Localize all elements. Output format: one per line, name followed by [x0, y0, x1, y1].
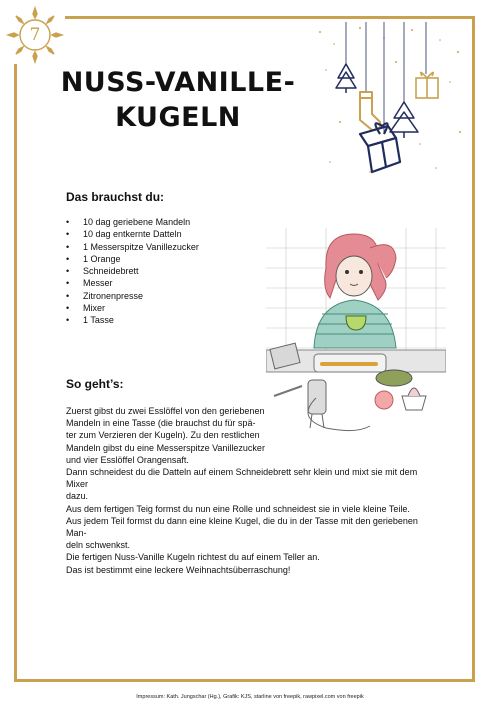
day-badge — [5, 4, 65, 64]
ingredients-heading: Das brauchst du: — [66, 190, 165, 204]
instruction-line: Die fertigen Nuss-Vanille Kugeln richtest du auf einem Teller an. — [66, 552, 320, 563]
ingredients-list — [66, 216, 199, 327]
instruction-line: und vier Esslöffel Orangensaft. — [66, 454, 189, 465]
list-item: • 10 dag entkernte Datteln — [66, 228, 199, 240]
list-item: • Messer — [66, 277, 199, 289]
list-item: • 1 Orange — [66, 253, 199, 265]
instruction-line: Zuerst gibst du zwei Esslöffel von den geriebenen — [66, 406, 265, 416]
list-item: • Mixer — [66, 302, 199, 314]
instruction-line: Das ist bestimmt eine leckere Weihnachtsüberraschung! — [66, 564, 291, 575]
list-item: • 10 dag geriebene Mandeln — [66, 216, 199, 228]
instructions-heading: So geht’s: — [66, 377, 124, 391]
day-number: 7 — [29, 25, 41, 45]
list-item: • Zitronenpresse — [66, 290, 199, 302]
instruction-line: Mandeln in eine Tasse (die brauchst du für spä- — [66, 418, 256, 429]
instruction-line: Aus dem fertigen Teig formst du nun eine Rolle und schneidest sie in viele kleine Teile. — [66, 503, 410, 514]
instruction-line: dazu. — [66, 491, 89, 502]
footer-credits: Impressum: Kath. Jungschar (Hg.), Grafik: KJS, starline von freepik, rawpixel.com von freepik — [136, 694, 364, 700]
list-item: • Schneidebrett — [66, 265, 199, 277]
instruction-line: Dann schneidest du die Datteln auf einem Schneidebrett sehr klein und mixt sie mit dem Mixer — [66, 467, 418, 490]
instructions-text — [66, 405, 426, 576]
instruction-line: Aus jedem Teil formst du dann eine kleine Kugel, die du in der Tasse mit den geriebenen Man- — [66, 515, 418, 539]
page-title: NUSS-VANILLE-KUGELN — [60, 67, 296, 133]
instruction-line: Mandeln gibst du eine Messerspitze Vanillezucker — [66, 442, 265, 453]
list-item: • 1 Messerspitze Vanillezucker — [66, 241, 199, 253]
christmas-ornaments-icon — [300, 22, 470, 182]
list-item: • 1 Tasse — [66, 314, 199, 326]
instruction-line: ter zum Verzieren der Kugeln). Zu den restlichen — [66, 430, 260, 441]
instruction-line: deln schwenkst. — [66, 540, 131, 551]
